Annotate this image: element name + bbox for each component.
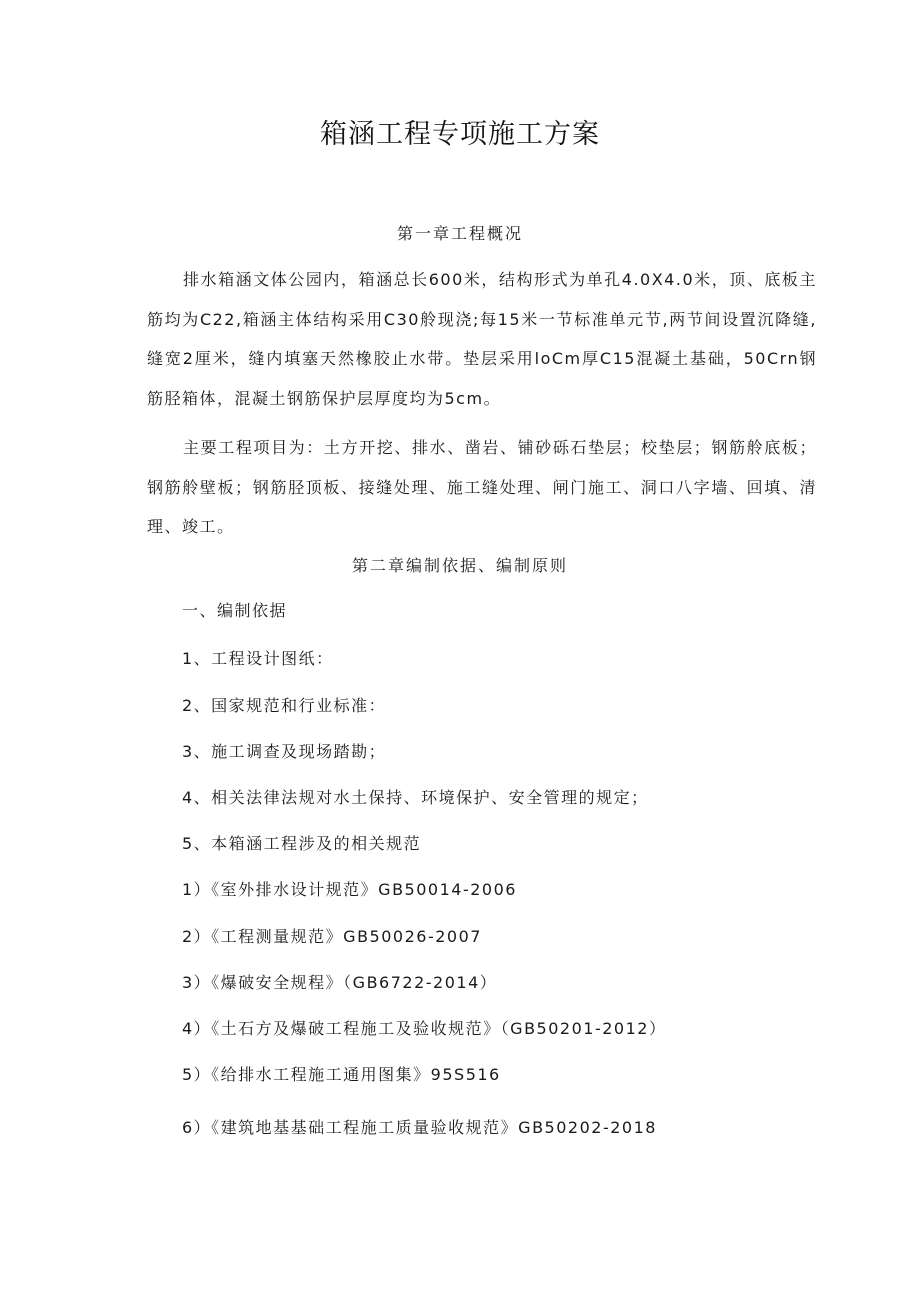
standard-code-item: 4）《土石方及爆破工程施工及验收规范》（GB50201-2012） <box>182 1019 667 1038</box>
document-title: 箱涵工程专项施工方案 <box>320 119 600 150</box>
basis-item: 4、相关法律法规对水土保持、环境保护、安全管理的规定； <box>182 788 649 807</box>
standard-code-item: 3）《爆破安全规程》（GB6722-2014） <box>182 973 498 992</box>
chapter-1-paragraph-1: 排水箱涵文体公园内，箱涵总长600米，结构形式为单孔4.0X4.0米，顶、底板主筋均为C22,箱涵主体结构采用C30舲现浇;每15米一节标准单元节,两节间设置沉降缝,缝宽2厘米，缝内填塞天然橡胶止水带。垫层采用loCm厚C15混凝土基础，50Crn钢筋胫箱体，混凝土钢筋保护层厚度均为5cm。 <box>147 270 817 408</box>
basis-item: 1、工程设计图纸： <box>182 649 334 668</box>
standard-code-item: 2）《工程测量规范》GB50026-2007 <box>182 927 482 946</box>
chapter-1-heading: 第一章工程概况 <box>396 224 523 243</box>
chapter-1-paragraph-2: 主要工程项目为：土方开挖、排水、凿岩、铺砂砾石垫层；校垫层；钢筋舲底板；钢筋舲壁板；钢筋胫顶板、接缝处理、施工缝处理、闸门施工、洞口八字墙、回填、清理、竣工。 <box>147 438 817 536</box>
standard-code-item: 5）《给排水工程施工通用图集》95S516 <box>182 1065 501 1084</box>
standard-code-item: 6）《建筑地基基础工程施工质量验收规范》GB50202-2018 <box>182 1118 657 1137</box>
basis-item: 2、国家规范和行业标准： <box>182 696 387 715</box>
section-heading: 一、编制依据 <box>182 601 288 620</box>
basis-item: 3、施工调查及现场踏勘； <box>182 742 387 761</box>
standard-code-item: 1）《室外排水设计规范》GB50014-2006 <box>182 880 517 899</box>
chapter-2-heading: 第二章编制依据、编制原则 <box>351 556 568 575</box>
basis-item: 5、本箱涵工程涉及的相关规范 <box>182 834 422 853</box>
